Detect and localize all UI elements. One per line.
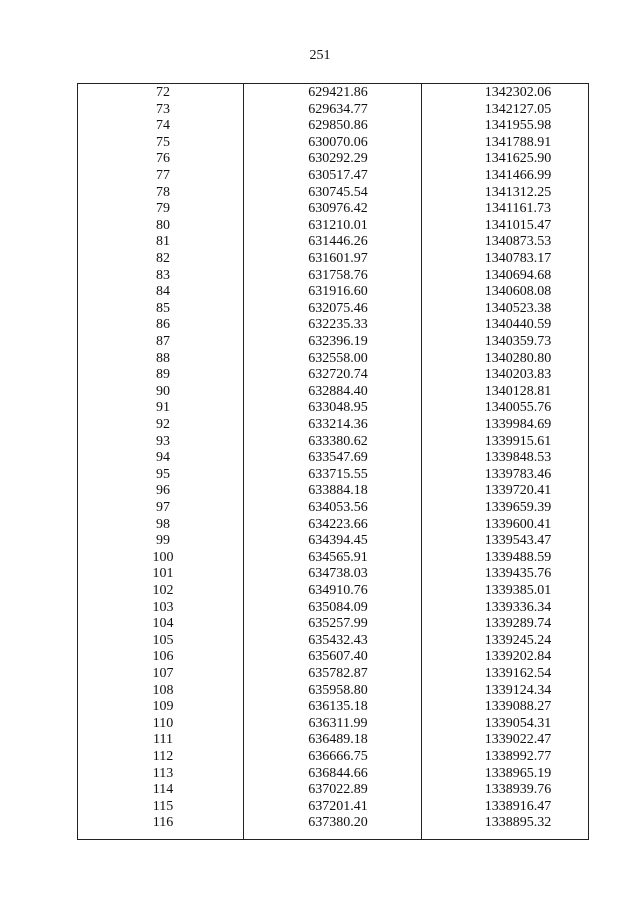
table-row bbox=[78, 583, 588, 600]
coordinate-table bbox=[77, 83, 589, 840]
y-coordinate-cell: 1339054.31 bbox=[484, 715, 552, 731]
table-row bbox=[78, 649, 588, 666]
table-row bbox=[78, 284, 588, 301]
table-row bbox=[78, 666, 588, 683]
y-coordinate-cell: 1340873.53 bbox=[484, 234, 552, 250]
table-row bbox=[78, 251, 588, 268]
x-coordinate-cell: 634565.91 bbox=[308, 549, 368, 565]
y-coordinate-cell: 1341788.91 bbox=[484, 134, 552, 150]
y-coordinate-cell: 1339984.69 bbox=[484, 417, 552, 432]
x-coordinate-cell: 634910.76 bbox=[308, 583, 368, 598]
table-row bbox=[78, 699, 588, 716]
point-number-cell: 99 bbox=[156, 533, 170, 549]
y-coordinate-cell: 1339022.47 bbox=[484, 732, 552, 748]
y-coordinate-cell: 1339659.39 bbox=[484, 500, 552, 515]
point-number-cell: 93 bbox=[156, 433, 170, 449]
point-number-cell: 106 bbox=[152, 649, 174, 665]
x-coordinate-cell: 636135.18 bbox=[308, 699, 368, 715]
x-coordinate-cell: 635782.87 bbox=[308, 666, 368, 681]
point-number-cell: 98 bbox=[156, 516, 170, 532]
y-coordinate-cell: 1339720.41 bbox=[484, 483, 552, 499]
y-coordinate-cell: 1339124.34 bbox=[484, 682, 552, 698]
y-coordinate-cell: 1341466.99 bbox=[484, 168, 552, 183]
table-row bbox=[78, 799, 588, 816]
table-row bbox=[78, 483, 588, 500]
table-row bbox=[78, 234, 588, 251]
table-row bbox=[78, 317, 588, 334]
point-number-cell: 85 bbox=[156, 300, 170, 316]
x-coordinate-cell: 635084.09 bbox=[308, 599, 368, 615]
table-row bbox=[78, 683, 588, 700]
table-row bbox=[78, 268, 588, 285]
point-number-cell: 115 bbox=[152, 798, 174, 814]
y-coordinate-cell: 1340523.38 bbox=[484, 300, 552, 316]
x-coordinate-cell: 630976.42 bbox=[308, 201, 368, 217]
x-coordinate-cell: 632720.74 bbox=[308, 367, 368, 383]
point-number-cell: 107 bbox=[152, 666, 174, 681]
y-coordinate-cell: 1341955.98 bbox=[484, 118, 552, 134]
point-number-cell: 109 bbox=[152, 699, 174, 715]
point-number-cell: 84 bbox=[156, 284, 170, 300]
point-number-cell: 100 bbox=[152, 549, 174, 565]
x-coordinate-cell: 634053.56 bbox=[308, 500, 368, 515]
y-coordinate-cell: 1340783.17 bbox=[484, 251, 552, 266]
y-coordinate-cell: 1339162.54 bbox=[484, 666, 552, 681]
x-coordinate-cell: 633380.62 bbox=[308, 433, 368, 449]
table-row bbox=[78, 450, 588, 467]
x-coordinate-cell: 637201.41 bbox=[308, 798, 368, 814]
x-coordinate-cell: 632075.46 bbox=[308, 300, 368, 316]
x-coordinate-cell: 632235.33 bbox=[308, 317, 368, 333]
point-number-cell: 112 bbox=[152, 749, 174, 764]
y-coordinate-cell: 1339289.74 bbox=[484, 616, 552, 632]
point-number-cell: 83 bbox=[156, 267, 170, 283]
point-number-cell: 81 bbox=[156, 234, 170, 250]
y-coordinate-cell: 1340440.59 bbox=[484, 317, 552, 333]
y-coordinate-cell: 1342127.05 bbox=[484, 101, 552, 117]
y-coordinate-cell: 1340128.81 bbox=[484, 383, 552, 399]
point-number-cell: 113 bbox=[152, 765, 174, 781]
x-coordinate-cell: 629850.86 bbox=[308, 118, 368, 134]
page-number: 251 bbox=[309, 48, 331, 63]
point-number-cell: 104 bbox=[152, 616, 174, 632]
table-row bbox=[78, 334, 588, 351]
y-coordinate-cell: 1341161.73 bbox=[485, 201, 551, 217]
x-coordinate-cell: 634738.03 bbox=[308, 566, 368, 582]
y-coordinate-cell: 1340608.08 bbox=[484, 284, 552, 300]
y-coordinate-cell: 1341625.90 bbox=[484, 151, 552, 167]
x-coordinate-cell: 632558.00 bbox=[308, 350, 368, 366]
y-coordinate-cell: 1339088.27 bbox=[484, 699, 552, 715]
x-coordinate-cell: 635607.40 bbox=[308, 649, 368, 665]
y-coordinate-cell: 1338965.19 bbox=[484, 765, 552, 781]
table-row bbox=[78, 168, 588, 185]
point-number-cell: 114 bbox=[152, 782, 174, 798]
table-row bbox=[78, 151, 588, 168]
x-coordinate-cell: 632884.40 bbox=[308, 383, 368, 399]
table-row bbox=[78, 384, 588, 401]
x-coordinate-cell: 636311.99 bbox=[308, 715, 368, 731]
x-coordinate-cell: 632396.19 bbox=[308, 334, 368, 349]
y-coordinate-cell: 1338992.77 bbox=[484, 749, 552, 764]
y-coordinate-cell: 1342302.06 bbox=[484, 85, 552, 100]
table-row bbox=[78, 533, 588, 550]
x-coordinate-cell: 633715.55 bbox=[308, 466, 368, 482]
x-coordinate-cell: 633884.18 bbox=[308, 483, 368, 499]
x-coordinate-cell: 629421.86 bbox=[308, 85, 368, 100]
y-coordinate-cell: 1339488.59 bbox=[484, 549, 552, 565]
table-row bbox=[78, 550, 588, 567]
y-coordinate-cell: 1339336.34 bbox=[484, 599, 552, 615]
point-number-cell: 72 bbox=[156, 85, 170, 100]
table-row bbox=[78, 616, 588, 633]
x-coordinate-cell: 636666.75 bbox=[308, 749, 368, 764]
point-number-cell: 75 bbox=[156, 134, 170, 150]
table-row bbox=[78, 351, 588, 368]
table-row bbox=[78, 218, 588, 235]
point-number-cell: 110 bbox=[152, 715, 174, 731]
y-coordinate-cell: 1338939.76 bbox=[484, 782, 552, 798]
x-coordinate-cell: 633214.36 bbox=[308, 417, 368, 432]
y-coordinate-cell: 1338916.47 bbox=[484, 798, 552, 814]
y-coordinate-cell: 1339600.41 bbox=[484, 516, 552, 532]
table-row bbox=[78, 185, 588, 202]
table-row bbox=[78, 566, 588, 583]
x-coordinate-cell: 635257.99 bbox=[308, 616, 368, 632]
x-coordinate-cell: 631758.76 bbox=[308, 267, 368, 283]
point-number-cell: 80 bbox=[156, 217, 170, 233]
point-number-cell: 105 bbox=[152, 632, 174, 648]
point-number-cell: 90 bbox=[156, 383, 170, 399]
table-row bbox=[78, 85, 588, 102]
table-row bbox=[78, 766, 588, 783]
x-coordinate-cell: 636489.18 bbox=[308, 732, 368, 748]
table-row bbox=[78, 135, 588, 152]
y-coordinate-cell: 1339385.01 bbox=[484, 583, 552, 598]
y-coordinate-cell: 1340055.76 bbox=[484, 400, 552, 416]
x-coordinate-cell: 631210.01 bbox=[308, 217, 368, 233]
y-coordinate-cell: 1341312.25 bbox=[484, 184, 552, 200]
y-coordinate-cell: 1339783.46 bbox=[484, 466, 552, 482]
y-coordinate-cell: 1339915.61 bbox=[484, 433, 552, 449]
table-row bbox=[78, 467, 588, 484]
x-coordinate-cell: 637022.89 bbox=[308, 782, 368, 798]
x-coordinate-cell: 629634.77 bbox=[308, 101, 368, 117]
table-row bbox=[78, 782, 588, 799]
point-number-cell: 86 bbox=[156, 317, 170, 333]
point-number-cell: 88 bbox=[156, 350, 170, 366]
table-row bbox=[78, 732, 588, 749]
y-coordinate-cell: 1339848.53 bbox=[484, 450, 552, 466]
point-number-cell: 102 bbox=[152, 583, 174, 598]
point-number-cell: 94 bbox=[156, 450, 170, 466]
table-row bbox=[78, 118, 588, 135]
y-coordinate-cell: 1340694.68 bbox=[484, 267, 552, 283]
point-number-cell: 111 bbox=[153, 732, 173, 748]
y-coordinate-cell: 1340203.83 bbox=[484, 367, 552, 383]
point-number-cell: 103 bbox=[152, 599, 174, 615]
y-coordinate-cell: 1341015.47 bbox=[484, 217, 552, 233]
table-row bbox=[78, 500, 588, 517]
point-number-cell: 89 bbox=[156, 367, 170, 383]
table-row bbox=[78, 201, 588, 218]
x-coordinate-cell: 631916.60 bbox=[308, 284, 368, 300]
y-coordinate-cell: 1339245.24 bbox=[484, 632, 552, 648]
x-coordinate-cell: 634394.45 bbox=[308, 533, 368, 549]
table-row bbox=[78, 417, 588, 434]
table-row bbox=[78, 633, 588, 650]
point-number-cell: 77 bbox=[156, 168, 170, 183]
x-coordinate-cell: 630517.47 bbox=[308, 168, 368, 183]
table-row bbox=[78, 716, 588, 733]
point-number-cell: 76 bbox=[156, 151, 170, 167]
point-number-cell: 91 bbox=[156, 400, 170, 416]
x-coordinate-cell: 635432.43 bbox=[308, 632, 368, 648]
point-number-cell: 73 bbox=[156, 101, 170, 117]
x-coordinate-cell: 633547.69 bbox=[308, 450, 368, 466]
y-coordinate-cell: 1339202.84 bbox=[484, 649, 552, 665]
point-number-cell: 87 bbox=[156, 334, 170, 349]
point-number-cell: 79 bbox=[156, 201, 170, 217]
point-number-cell: 92 bbox=[156, 417, 170, 432]
x-coordinate-cell: 636844.66 bbox=[308, 765, 368, 781]
y-coordinate-cell: 1340280.80 bbox=[484, 350, 552, 366]
point-number-cell: 108 bbox=[152, 682, 174, 698]
table-row bbox=[78, 517, 588, 534]
point-number-cell: 97 bbox=[156, 500, 170, 515]
y-coordinate-cell: 1340359.73 bbox=[484, 334, 552, 349]
table-row bbox=[78, 301, 588, 318]
point-number-cell: 116 bbox=[152, 815, 174, 831]
table-row bbox=[78, 367, 588, 384]
point-number-cell: 101 bbox=[152, 566, 174, 582]
x-coordinate-cell: 633048.95 bbox=[308, 400, 368, 416]
point-number-cell: 74 bbox=[156, 118, 170, 134]
point-number-cell: 78 bbox=[156, 184, 170, 200]
y-coordinate-cell: 1339435.76 bbox=[484, 566, 552, 582]
x-coordinate-cell: 631446.26 bbox=[308, 234, 368, 250]
x-coordinate-cell: 630292.29 bbox=[308, 151, 368, 167]
table-row bbox=[78, 600, 588, 617]
table-row bbox=[78, 102, 588, 119]
table-row bbox=[78, 815, 588, 832]
x-coordinate-cell: 630070.06 bbox=[308, 134, 368, 150]
x-coordinate-cell: 634223.66 bbox=[308, 516, 368, 532]
x-coordinate-cell: 637380.20 bbox=[308, 815, 368, 831]
table-row bbox=[78, 749, 588, 766]
point-number-cell: 96 bbox=[156, 483, 170, 499]
x-coordinate-cell: 631601.97 bbox=[308, 251, 368, 266]
point-number-cell: 95 bbox=[156, 466, 170, 482]
table-row bbox=[78, 434, 588, 451]
y-coordinate-cell: 1338895.32 bbox=[484, 815, 552, 831]
point-number-cell: 82 bbox=[156, 251, 170, 266]
x-coordinate-cell: 630745.54 bbox=[308, 184, 368, 200]
x-coordinate-cell: 635958.80 bbox=[308, 682, 368, 698]
table-row bbox=[78, 400, 588, 417]
y-coordinate-cell: 1339543.47 bbox=[484, 533, 552, 549]
